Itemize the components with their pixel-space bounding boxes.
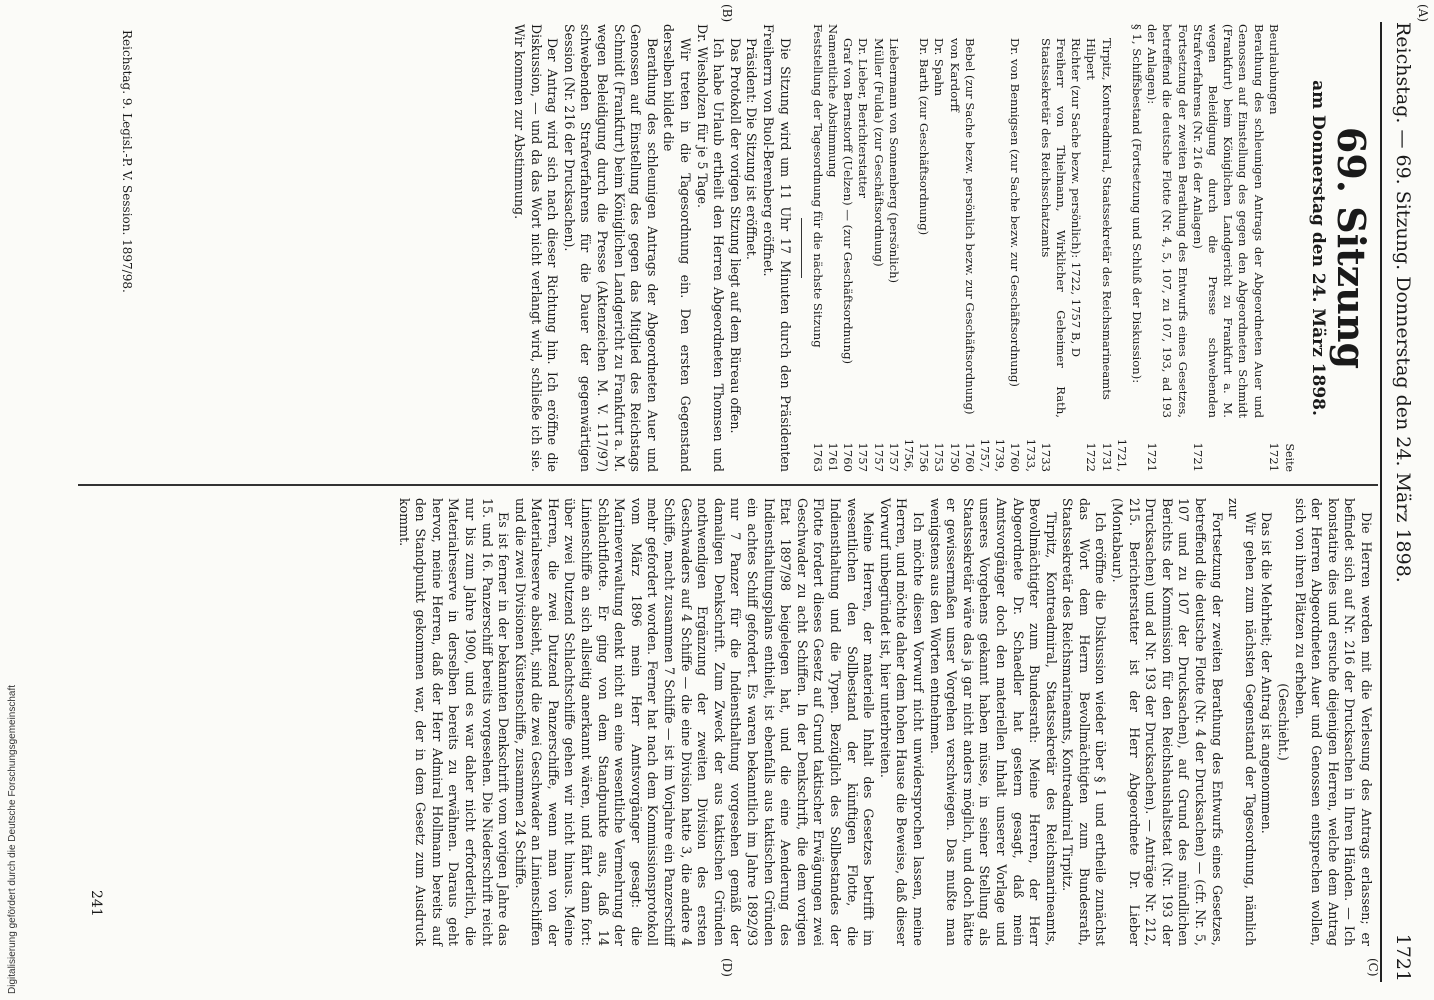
toc-entry: [1083, 24, 1098, 472]
paragraph: Ich eröffne die Diskussion wieder über § 1 und ertheile zunächst das Wort dem Herrn Bevollmächtigten zum Bundesrath, Staatssekretär des Reichsmarineamts, Kontreadmiral Tirpitz.: [1060, 498, 1109, 946]
toc-entry-page: 1733: [1038, 442, 1053, 472]
toc-entry-page: 1756, 1757: [886, 438, 916, 472]
toc-entry-page: 1757: [856, 442, 871, 472]
toc-entry: [870, 24, 885, 472]
left-body-text: [510, 24, 792, 472]
toc-entry: [1144, 24, 1190, 472]
margin-mark-a: (A): [1416, 4, 1430, 23]
page-number-bottom: 241: [88, 890, 104, 917]
paragraph: Ich habe Urlaub ertheilt den Herren Abgeordneten Thomsen und Dr. Wiesholzen für je 5 Tage.: [694, 24, 727, 472]
session-title: 69. Sitzung: [1329, 126, 1374, 370]
paragraph: Das Protokoll der vorigen Sitzung liegt auf dem Büreau offen.: [727, 38, 743, 434]
toc-entry-text: Namentliche Abstimmung: [825, 24, 840, 178]
toc-entry: [962, 24, 1008, 472]
toc-entry-text: Graf von Bernstorff (Uelzen) — (zur Geschäftsordnung): [841, 38, 856, 365]
margin-mark-b: (B): [720, 4, 734, 23]
toc-entry-page: 1753: [932, 442, 947, 472]
toc-entry: [840, 24, 855, 472]
paragraph: Der Antrag wird sich nach dieser Richtung hin. Ich eröffne die Diskussion, — und da das Wort nicht verlangt wird, schließe ich sie. Wir kommen zur Abstimmung.: [512, 24, 561, 472]
right-body-text: [395, 498, 1374, 946]
paragraph: Meine Herren, der materielle Inhalt des Gesetzes betrifft im wesentlichen den Sollbestand der künftigen Flotte, die Indiensthaltung und die Typen. Bezüglich des Sollbestandes der Flotte fordert dieses Gesetz auf Grund taktischer Erwägungen zwei Geschwader zu acht Schiffen. In der Denkschrift, die dem vorigen Etat 1897/98 beigelegen hat, und die eine Aenderung des Indiensthaltungsplans enthielt, ist ebenfalls aus taktischen Gründen ein achtes Schiff gefordert. Es waren bekanntlich im Jahre 1892/93 nur 7 Panzer für die Indiensthaltung vorgesehen gemäß der damaligen Denkschrift. Zum Zweck der aus taktischen Gründen nothwendigen Ergänzung der zweiten Division des ersten Geschwaders auf 4 Schiffe — die eine Division hatte 3, die andere 4 Schiffe, macht zusammen 7 Schiffe — ist im Vorjahre ein Panzerschiff mehr gefordert worden. Ferner hat nach dem Kommissionsprotokoll vom März 1896 mein Herr Amtsvorgänger gesagt: die Marineverwaltung denkt nicht an eine wesentliche Vermehrung der Schlachtflotte. Er ging von dem Standpunkte aus, daß 14 Linienschiffe an sich allseitig anerkannt wären, und fährt dann fort: über zwei Dutzend Schlachtschiffe gehen wir nicht hinaus. Meine Herren, die zwei Dutzend Panzerschiffe, wenn man von der Materialreserve absieht, sind die zwei Geschwader an Linienschiffen und die zwei Divisionen Küstenschiffe, zusammen 24 Schiffe.: [512, 498, 877, 946]
toc-entry-text: Fortsetzung der zweiten Berathung des Entwurfs eines Gesetzes, betreffend die deutsche Flotte (Nr. 4, 5, 107, zu 107, 193, ad 193 der Anlagen):: [1145, 24, 1190, 418]
paragraph: Tirpitz, Kontreadmiral, Staatssekretär des Reichsmarineamts, Bevollmächtigter zum Bundesrath: Meine Herren, der Herr Abgeordnete Dr. Schaedler hat gestern gesagt, daß mein Amtsvorgänger doch den materiellen Inhalt unserer Vorlage und unseres Vorgehens gekannt haben müsse, in seiner Stellung als Staatssekretär wäre das ja gar nicht anders möglich, und doch hätte er gewissermaßen unser Vorgehen verschwiegen. Das mußte man wenigstens aus den Worten entnehmen.: [927, 498, 1059, 946]
margin-mark-d: (D): [720, 958, 734, 977]
toc-entry-text: Feststellung der Tagesordnung für die nächste Sitzung: [810, 24, 825, 348]
toc-entry-text: Liebermann von Sonnenberg (persönlich): [886, 38, 901, 284]
paragraph: Die Sitzung wird um 11 Uhr 17 Minuten durch den Präsidenten Freiherrn von Buol-Berenberg eröffnet.: [760, 24, 793, 472]
toc-entry-page: 1733, 1760: [1008, 438, 1038, 472]
toc-entry: [1038, 24, 1068, 472]
paragraph: Es ist ferner in der bekannten Denkschrift vom vorigen Jahre das 15. und 16. Panzerschiff bereits vorgesehen. Die Niederschrift reicht nur bis zum Jahre 1900, und es war daher nicht erforderlich, die Materialreserve in derselben bereits zu erwähnen. Daraus geht hervor, meine Herren, daß der Herr Admiral Hollmann bereits auf den Standpunkt gekommen war, der in dem Gesetz zum Ausdruck kommt.: [396, 498, 512, 946]
paragraph: Ich möchte diesen Vorwurf nicht unwidersprochen lassen, meine Herren, und möchte daher dem hohen Hause die Beweise, daß dieser Vorwurf unbegründet ist, hier unterbreiten.: [877, 498, 926, 946]
toc-entry-page: 1761: [825, 442, 840, 472]
toc-entry-text: Beurlaubungen: [1266, 24, 1281, 115]
margin-mark-c: (C): [1366, 958, 1380, 977]
toc-entry-text: § 1, Schiffsbestand (Fortsetzung und Schluß der Diskussion):: [1129, 24, 1144, 384]
toc-entry: [825, 24, 840, 472]
toc-entry: [946, 24, 961, 472]
paragraph: (Geschieht.): [1276, 683, 1292, 761]
toc-entry-page: 1721: [1266, 442, 1281, 472]
toc-entry: [1068, 24, 1083, 472]
paragraph: Die Herren werden mit die Verlesung des Antrags erlassen; er befindet sich auf Nr. 216 der Drucksachen in Ihren Händen. — Ich konstatire dies und ersuche diejenigen Herren, welche dem Antrag der Herren Abgeordneten Auer und Genossen entsprechen wollen, sich von ihren Plätzen zu erheben.: [1292, 498, 1374, 946]
toc-entry: [1190, 24, 1266, 472]
toc-entry-page: 1721: [1190, 442, 1205, 472]
paragraph: Berathung des schleunigen Antrags der Abgeordneten Auer und Genossen auf Einstellung des gegen das Mitglied des Reichstags Schmidt (Frankfurt) beim Königlichen Landgericht zu Frankfurt a. M. wegen Beleidigung durch die Presse (Aktenzeichen M. V. 117/97) schwebenden Strafverfahrens für die Dauer der gegenwärtigen Session (Nr. 216 der Drucksachen).: [561, 24, 660, 472]
left-column: [510, 24, 1374, 472]
toc-entry-text: Richter (zur Sache bezw. persönlich): 1722, 1757 B, D: [1069, 38, 1084, 358]
paragraph: Wir gehen zum nächsten Gegenstand der Tagesordnung, nämlich zur: [1226, 498, 1258, 946]
toc-entry-page: 1763: [810, 442, 825, 472]
toc-entry-page: 1750: [947, 442, 962, 472]
table-of-contents: [810, 24, 1281, 472]
toc-entry: [931, 24, 946, 472]
toc-entry-text: Bebel (zur Sache bezw. persönlich bezw. zur Geschäftsordnung): [962, 38, 977, 415]
toc-entry-text: Freiherr von Thielmann, Wirklicher Geheimer Rath, Staatssekretär des Reichsschatzamts: [1038, 38, 1068, 418]
toc-entry-text: Dr. Spahn: [932, 38, 947, 97]
toc-entry-page: 1760: [841, 442, 856, 472]
toc-entry-page: 1756: [917, 442, 932, 472]
column-divider: [78, 484, 1378, 486]
paragraph: Wir treten in die Tagesordnung ein. Den ersten Gegenstand derselben bildet die: [661, 24, 693, 472]
toc-entry: [1129, 24, 1144, 472]
toc-entry-text: Dr. Lieber, Berichterstatter: [856, 38, 871, 199]
toc-entry: [1007, 24, 1037, 472]
separator: [801, 218, 802, 278]
session-date: am Donnerstag den 24. März 1898.: [1308, 80, 1328, 416]
toc-entry-text: Dr. von Bennigsen (zur Sache bezw. zur Geschäftsordnung): [1008, 38, 1023, 387]
toc-entry-page: 1721, 1731: [1099, 438, 1129, 472]
toc-entry-text: von Kardorff: [947, 38, 962, 112]
toc-entry-text: Tirpitz, Kontreadmiral, Staatssekretär des Reichsmarineamts: [1099, 38, 1114, 400]
session-footer: Reichstag. 9. Legisl.-P. V. Session. 1897/98.: [120, 30, 134, 293]
toc-entry-text: Berathung des schleunigen Antrags der Abgeordneten Auer und Genossen auf Einstellung des gegen den Abgeordneten Schmidt (Frankfurt) beim Königlichen Landgericht zu Frankfurt a. M. wegen Beleidigung durch die Presse schwebenden Strafverfahrens (Nr. 216 der Anlagen): [1190, 24, 1266, 418]
digitization-note: [4, 564, 18, 994]
digitization-note-text: Digitalisierung gefördert durch die Deutsche Forschungsgemeinschaft: [7, 684, 18, 994]
paragraph: Fortsetzung der zweiten Berathung des Entwurfs eines Gesetzes, betreffend die deutsche Flotte (Nr. 4 der Drucksachen) — (cfr. Nr. 5, 107 und zu 107 der Drucksachen), auf Grund des mündlichen Berichts der Kommission für den Reichshaushaltsetat (Nr. 193 der Drucksachen) und ad Nr. 193 der Drucksachen). — Anträge Nr. 212, 215. Berichterstatter ist der Herr Abgeordnete Dr. Lieber (Montabaur).: [1110, 498, 1225, 946]
toc-entry-page: 1721: [1145, 442, 1160, 472]
toc-entry: [855, 24, 870, 472]
toc-entry: [886, 24, 916, 472]
toc-entry: [810, 24, 825, 472]
paragraph: Das ist die Mehrheit; der Antrag ist angenommen.: [1259, 512, 1275, 834]
toc-entry-page: 1722: [1084, 442, 1099, 472]
right-column: [395, 498, 1374, 946]
toc-entry-page: 1757: [871, 442, 886, 472]
toc-entry-text: Hilpert: [1084, 38, 1099, 81]
toc-entry-text: Dr. Barth (zur Geschäftsordnung): [917, 38, 932, 236]
toc-entry: [916, 24, 931, 472]
page-number-top: 1721: [1392, 933, 1414, 982]
running-header: [1386, 22, 1414, 982]
toc-entry-page: 1739, 1757, 1760: [962, 438, 1008, 472]
paragraph: Präsident: Die Sitzung ist eröffnet.: [744, 38, 760, 260]
toc-entry: [1098, 24, 1128, 472]
toc-entry: [1266, 24, 1281, 472]
toc-entry-text: Müller (Fulda) (zur Geschäftsordnung): [871, 38, 886, 267]
running-header-title: Reichstag. — 69. Sitzung. Donnerstag den 24. März 1898.: [1392, 22, 1414, 583]
toc-seite-label: Seite: [1283, 443, 1297, 472]
header-rule: [1380, 22, 1382, 982]
